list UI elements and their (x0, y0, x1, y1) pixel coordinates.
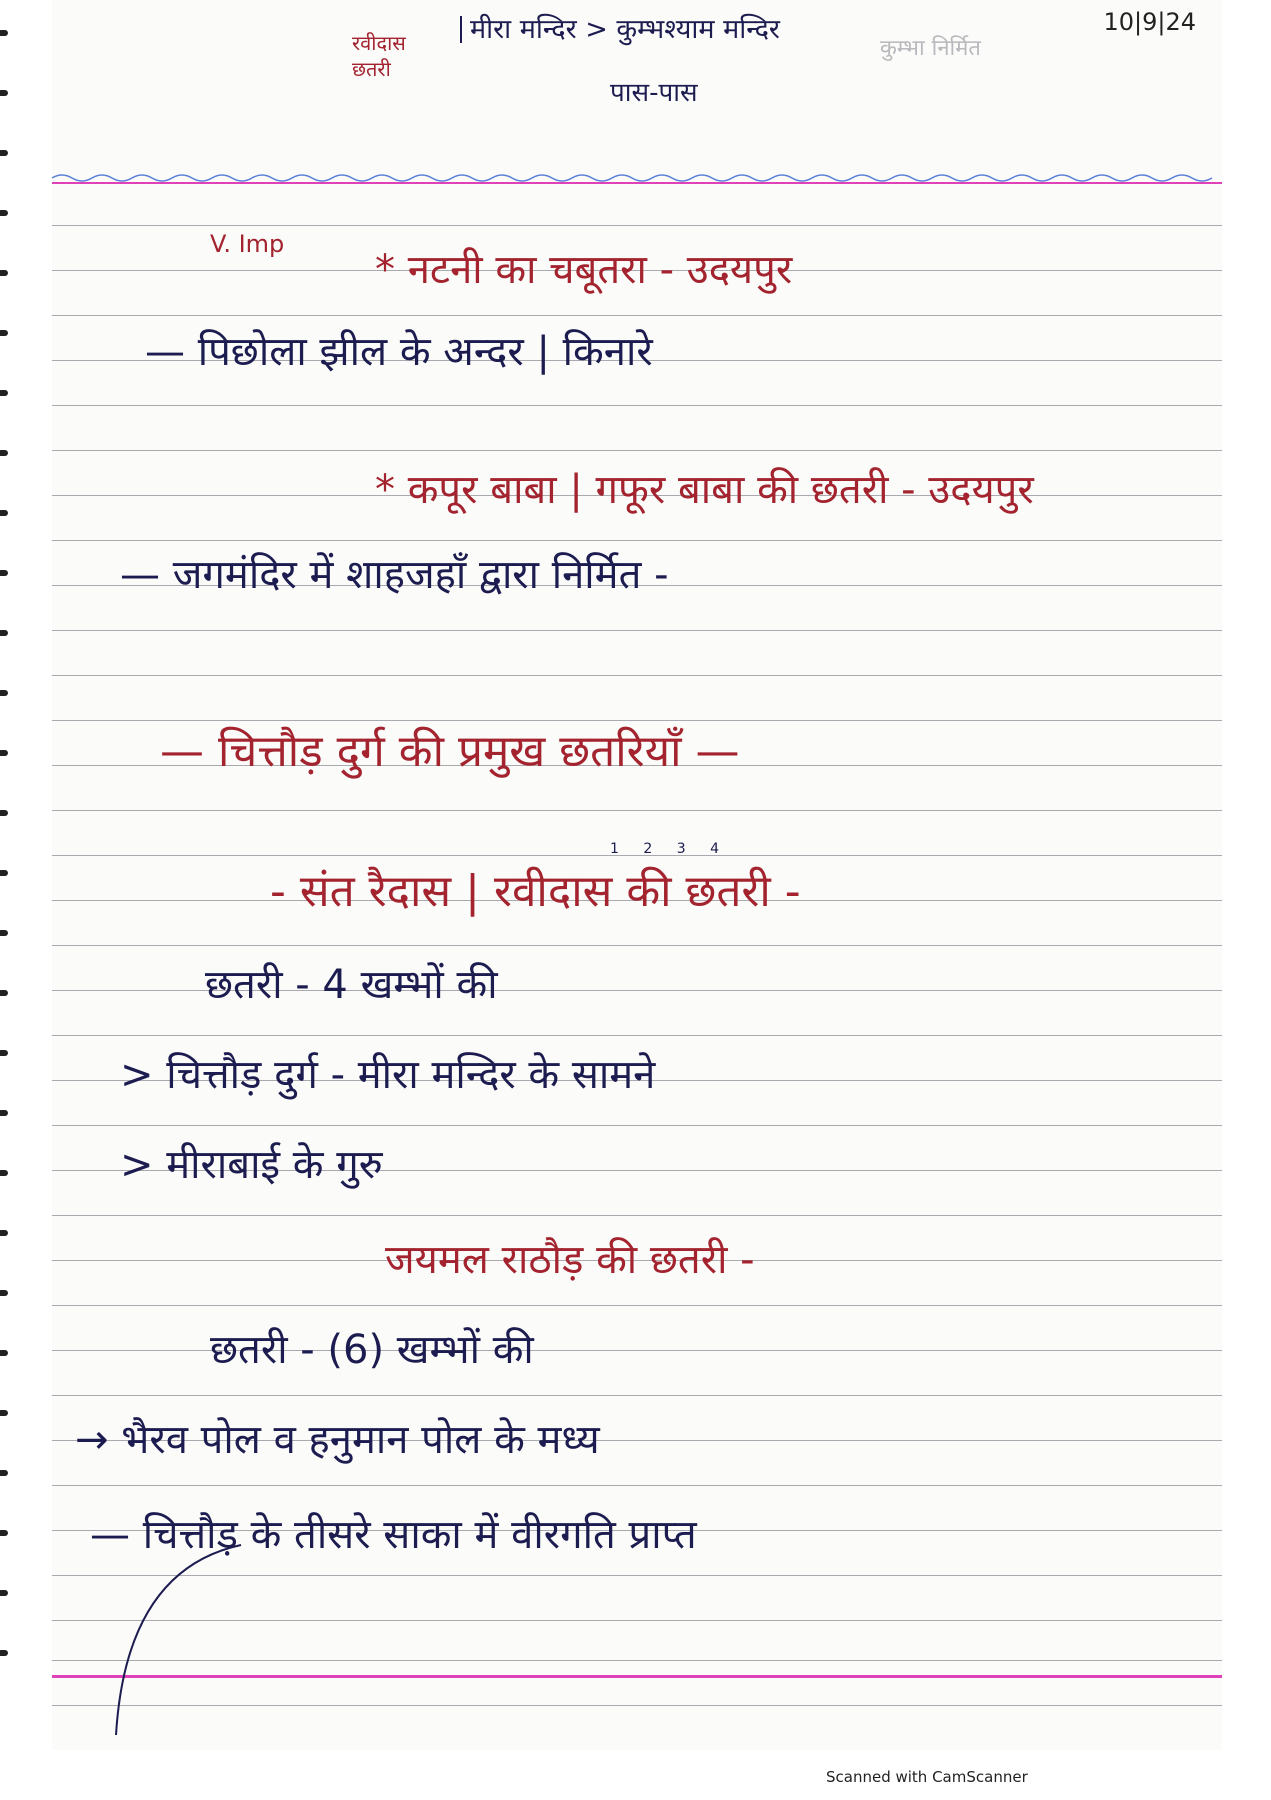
margin-pen-curve (96, 1540, 246, 1740)
note-pichhola: — पिछोला झील के अन्दर | किनारे (145, 329, 653, 375)
note-jaymal-pillars: छतरी - (6) खम्भों की (210, 1327, 534, 1373)
header-left-note: रवीदास छतरी (352, 31, 406, 81)
scanner-watermark: Scanned with CamScanner (826, 1768, 1028, 1786)
note-jagmandir: — जगमंदिर में शाहजहाँ द्वारा निर्मित - (120, 552, 669, 598)
note-kapur-baba: * कपूर बाबा | गफूर बाबा की छतरी - उदयपुर (375, 467, 1034, 513)
pillar-numbers: 1 2 3 4 (610, 841, 729, 857)
note-ravidas-location: > चित्तौड़ दुर्ग - मीरा मन्दिर के सामने (120, 1052, 656, 1098)
header-right-faint: कुम्भा निर्मित (880, 36, 981, 61)
vimp-label: V. Imp (210, 230, 285, 258)
heading-ravidas-chhatri: - संत रैदास | रवीदास की छतरी - (270, 866, 801, 917)
header-wavy-line (52, 170, 1222, 186)
heading-chittor-chhatriyan: — चित्तौड़ दुर्ग की प्रमुख छतरियाँ — (160, 726, 740, 777)
heading-jaymal-chhatri: जयमल राठौड़ की छतरी - (385, 1237, 755, 1283)
note-natni-chabutra: * नटनी का चबूतरा - उदयपुर (375, 247, 793, 293)
header-under-note: पास-पास (610, 78, 698, 108)
header-top-line: मीरा मन्दिर > कुम्भश्याम मन्दिर (460, 16, 780, 43)
note-ravidas-pillars: छतरी - 4 खम्भों की (205, 962, 498, 1008)
note-mirabai-guru: > मीराबाई के गुरु (120, 1142, 383, 1188)
page-date: 10|9|24 (1103, 8, 1196, 36)
note-jaymal-saka: — चित्तौड़ के तीसरे साका में वीरगति प्राप्त (90, 1512, 697, 1558)
note-jaymal-location: → भैरव पोल व हनुमान पोल के मध्य (75, 1417, 600, 1463)
